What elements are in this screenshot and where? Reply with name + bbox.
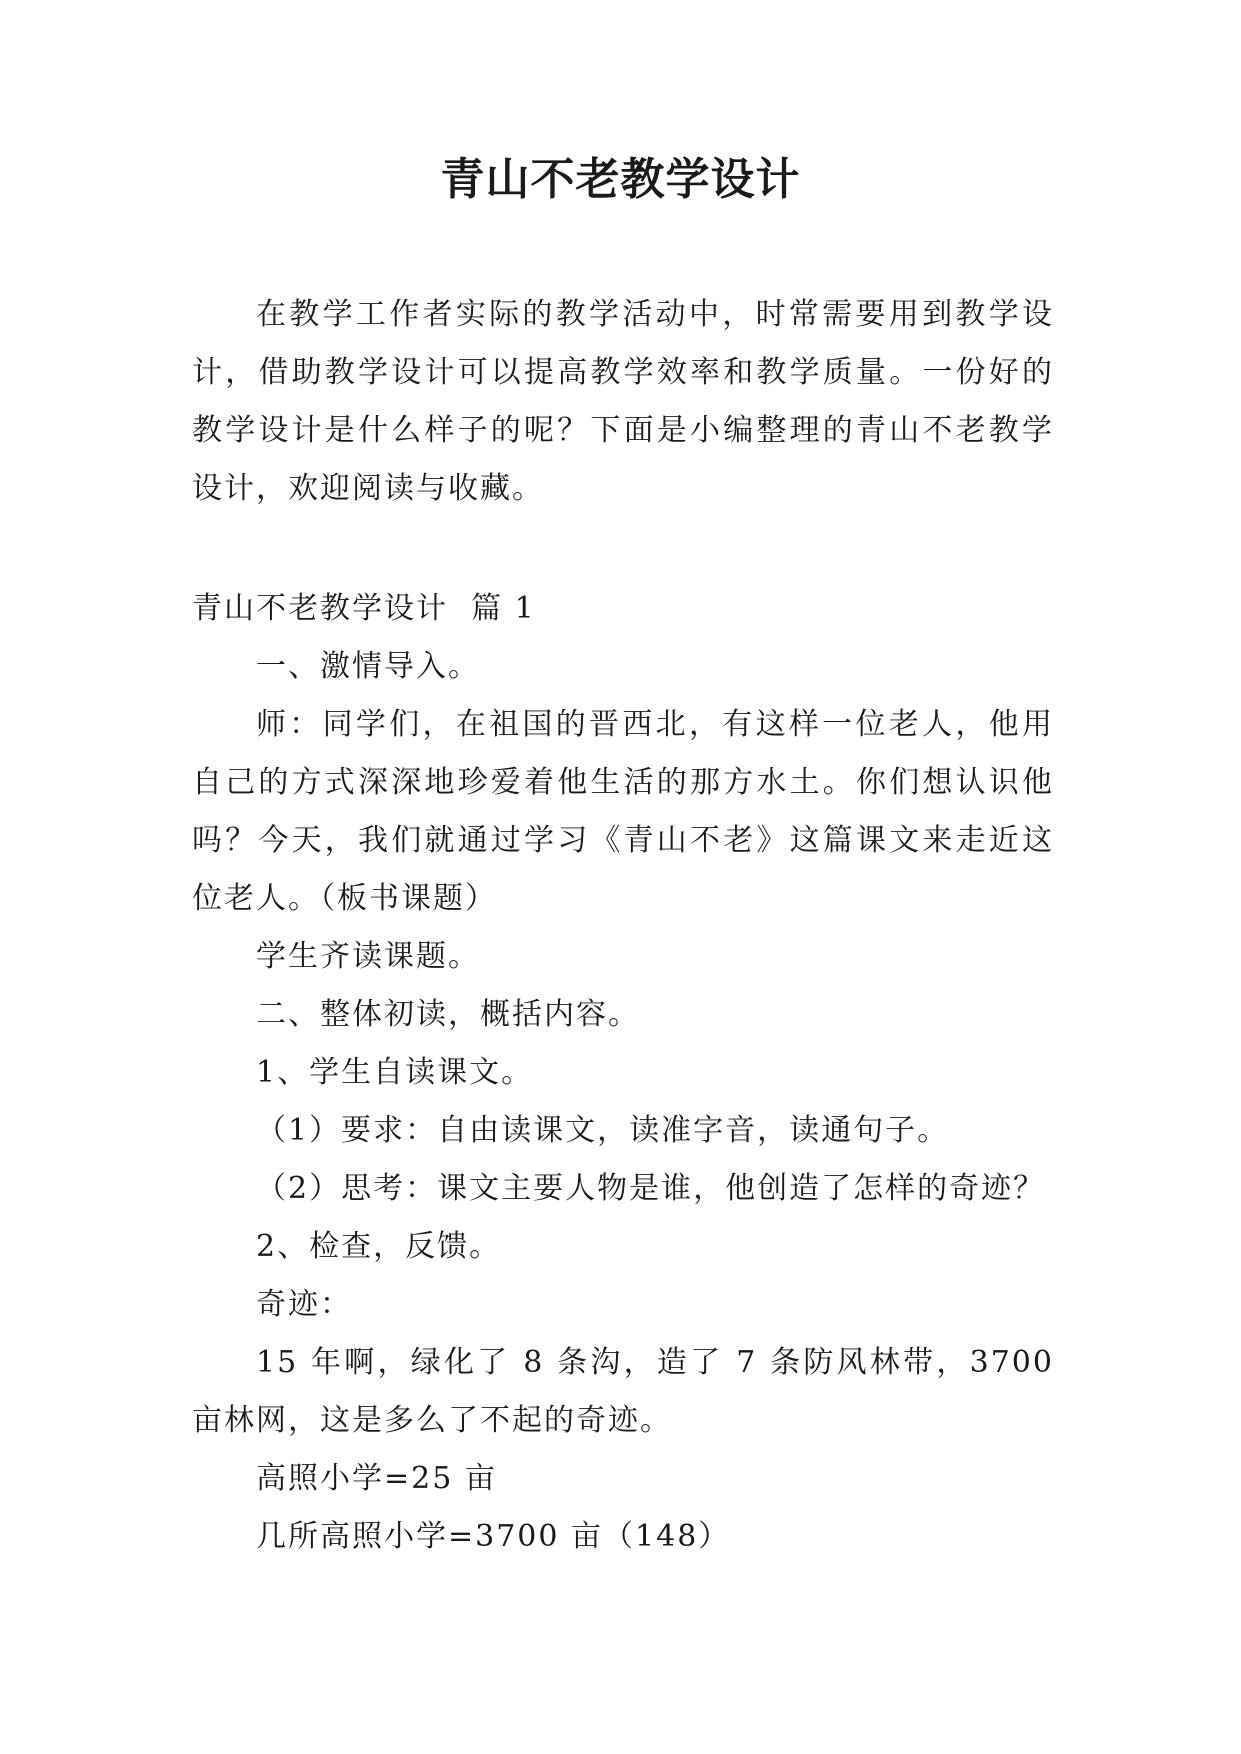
calculation-line-1: 高照小学=25 亩 [256,1461,497,1496]
students-read-line: 学生齐读课题。 [256,939,480,974]
miracle-paragraph: 15 年啊，绿化了 8 条沟，造了 7 条防风林带，3700 亩林网，这是多么了不起的奇迹。 [192,1345,1054,1438]
section-heading: 青山不老教学设计 篇 1 [192,591,536,626]
requirement-1-line: （1）要求：自由读课文，读准字音，读通句子。 [256,1113,950,1148]
step-2-heading: 二、整体初读，概括内容。 [256,997,640,1032]
intro-paragraph: 在教学工作者实际的教学活动中，时常需要用到教学设计，借助教学设计可以提高教学效率和教学质量。一份好的教学设计是什么样子的呢？下面是小编整理的青山不老教学设计，欢迎阅读与收藏。 [192,297,1054,506]
document-body [192,580,1062,1566]
calculation-line-2: 几所高照小学=3700 亩（148） [256,1519,731,1554]
miracle-label: 奇迹： [256,1287,352,1322]
document-title: 青山不老教学设计 [440,154,801,205]
teacher-paragraph: 师：同学们，在祖国的晋西北，有这样一位老人，他用自己的方式深深地珍爱着他生活的那方水土。你们想认识他吗？今天，我们就通过学习《青山不老》这篇课文来走近这位老人。（板书课题） [192,707,1054,916]
item-1-line: 1、学生自读课文。 [256,1055,534,1090]
requirement-2-line: （2）思考：课文主要人物是谁，他创造了怎样的奇迹？ [256,1171,1046,1206]
step-1-heading: 一、激情导入。 [256,649,480,684]
item-2-line: 2、检查，反馈。 [256,1229,502,1264]
